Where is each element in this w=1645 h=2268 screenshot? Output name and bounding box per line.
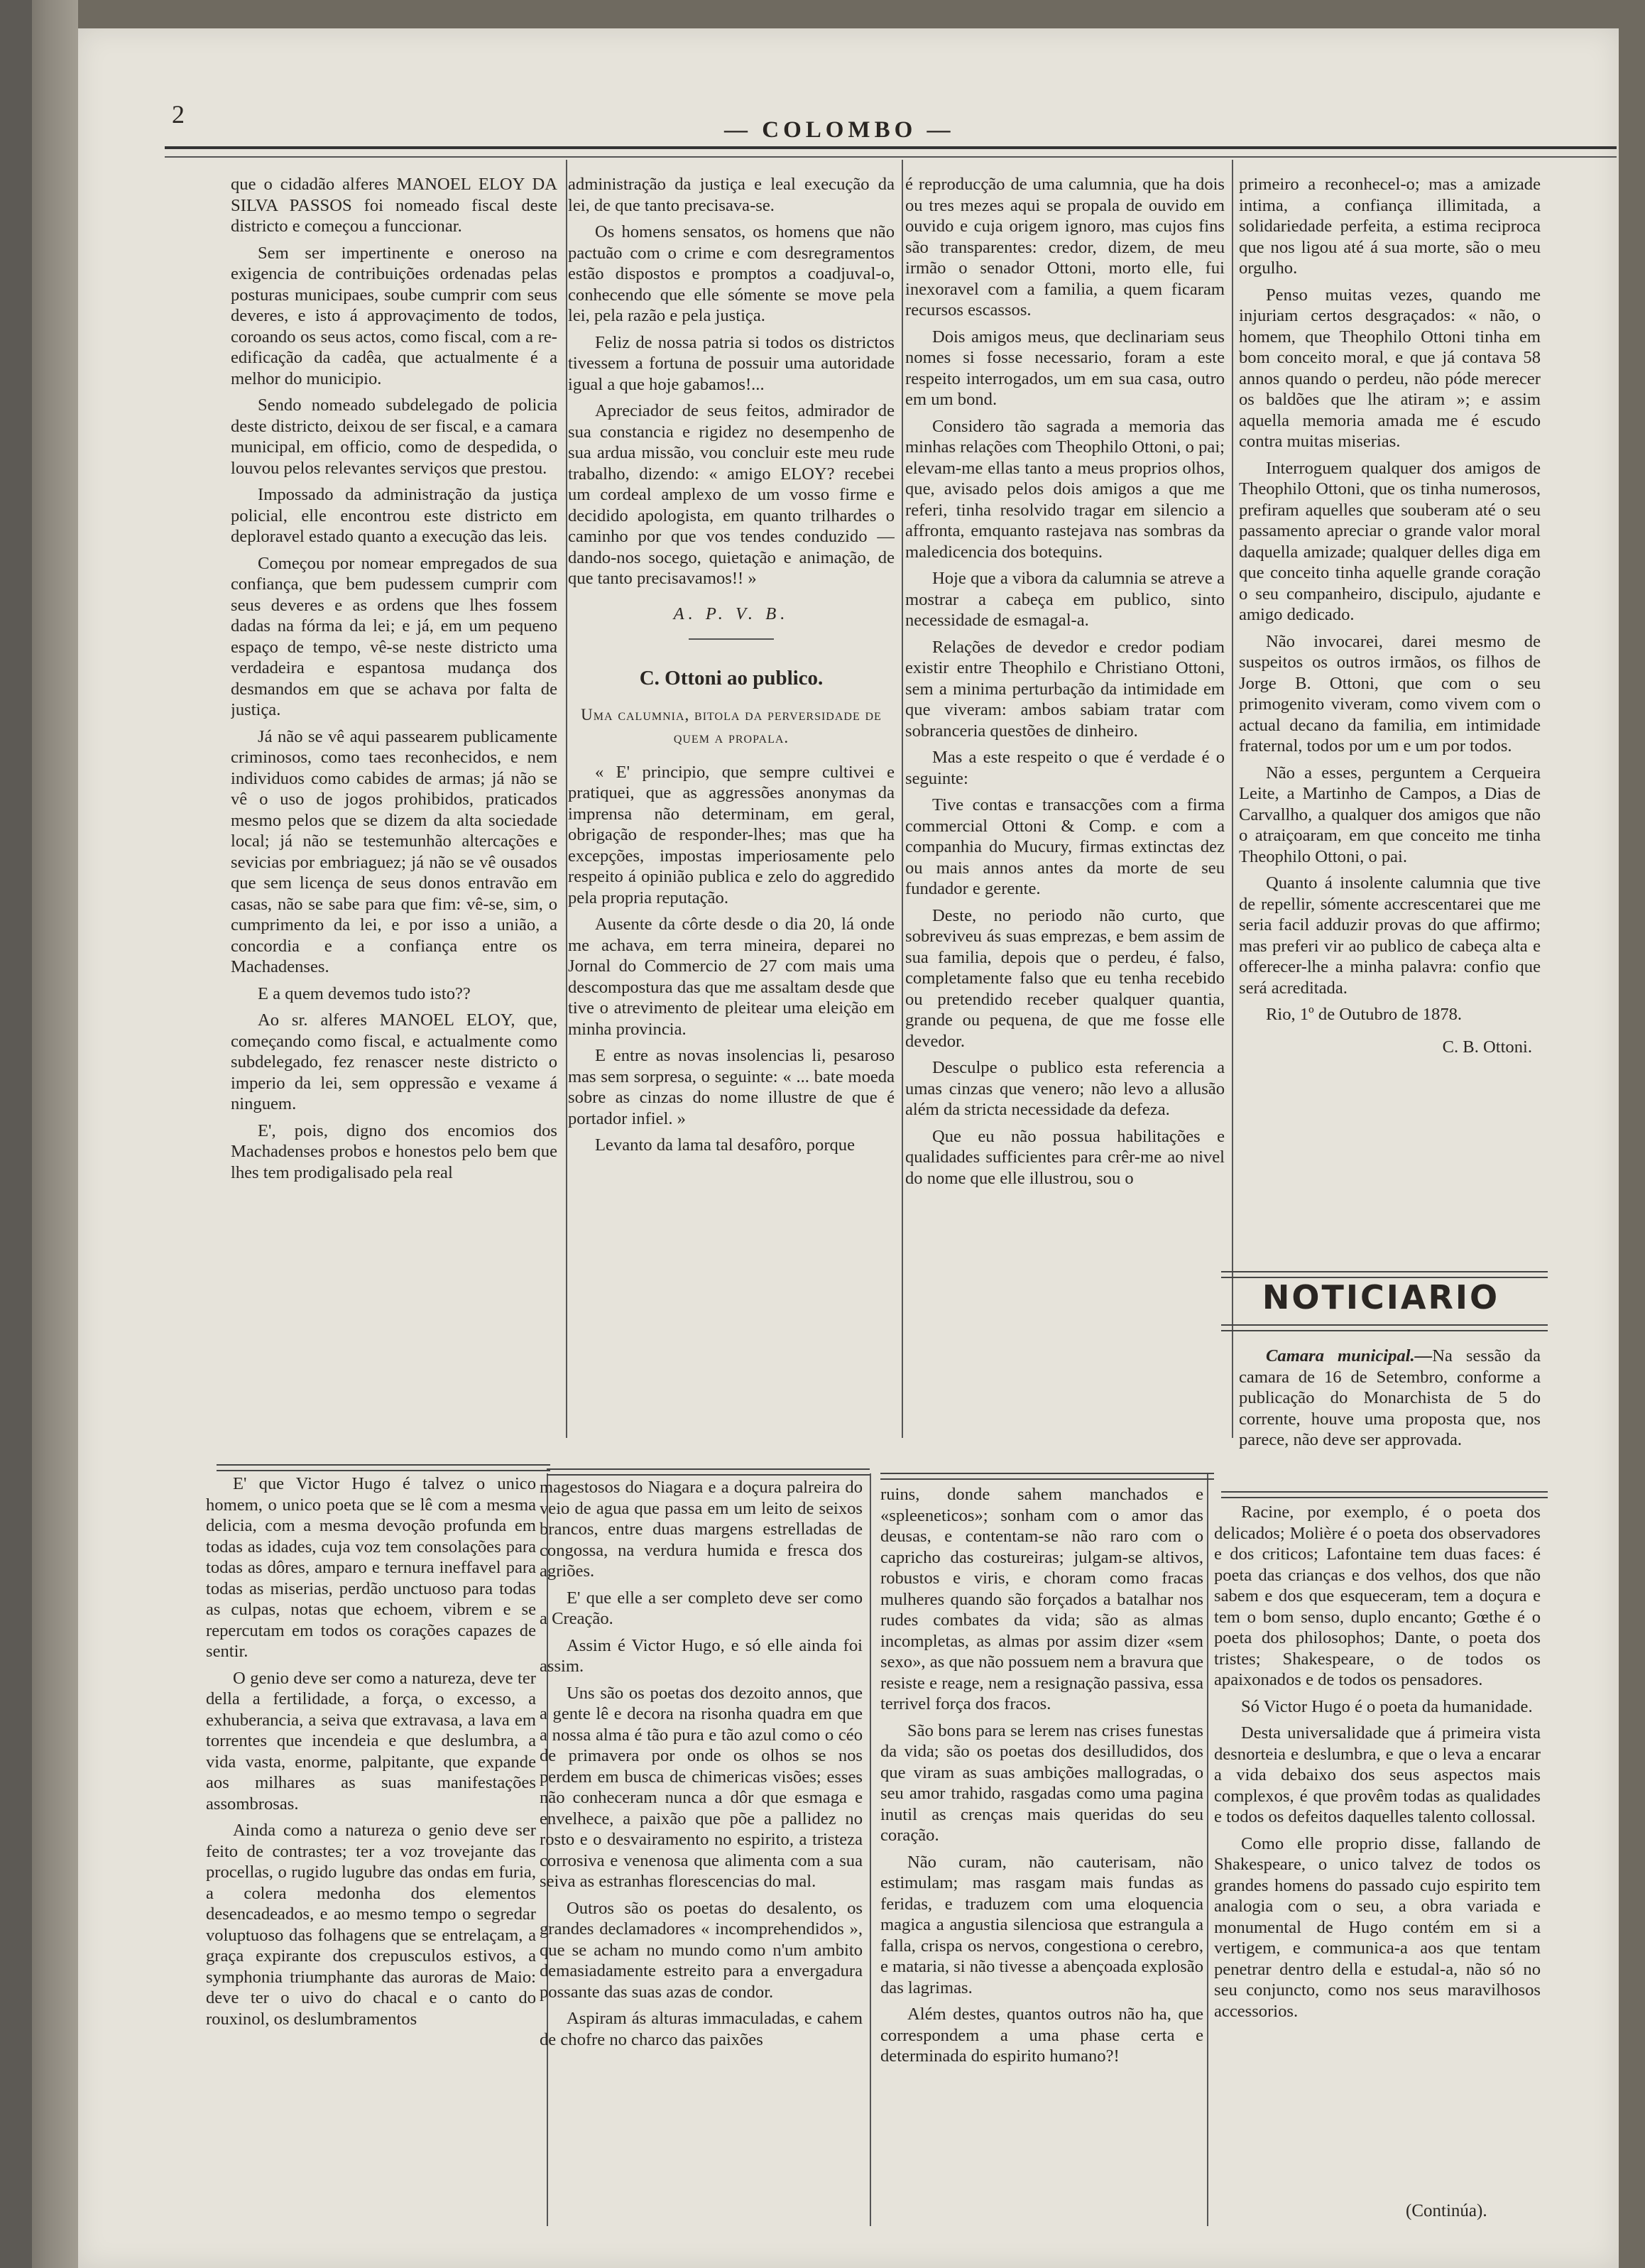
paragraph: Penso muitas vezes, quando me injuriam certos desgraçados: « não, o homem, que Theophilo Ottoni tinha em bom conceito moral, e que já contava 58 annos quando o perdeu, não póde merecer os baldões que lhe atiram »; e assim aquella memoria amada me é escudo contra muitas miserias. (1239, 285, 1541, 451)
signature-ottoni: C. B. Ottoni. (1442, 1037, 1532, 1057)
paragraph: Deste, no periodo não curto, que sobreviveu ás suas emprezas, e bem assim de sua familia, depois que o perdeu, é falso, completamente falso que eu tenha recebido ou pretendido receber qualquer quantia, grande ou pequena, de que me fosse elle devedor. (905, 905, 1225, 1051)
paragraph: Relações de devedor e credor podiam existir entre Theophilo e Christiano Ottoni, sem a minima perturbação da intimidade em que viveram: ambos sabiam tratar com sobranceria questões de dinheiro. (905, 637, 1225, 741)
paragraph: Começou por nomear empregados de sua confiança, que bem pudessem cumprir com seus deveres e as ordens que lhes fossem dadas na fórma da lei; e já, em um pequeno espaço de tempo, vê-se neste districto uma verdadeira e espantosa mudança dos desmandos em que se achava por falta de justiça. (231, 553, 557, 719)
paragraph: Desta universalidade que á primeira vista desnorteia e deslumbra, e que o leva a encarar a vida debaixo dos seus aspectos mais complexos, é que provêm todas as qualidades e todos os defeitos daquelles talento collossal. (1214, 1723, 1541, 1826)
paragraph: ruins, donde sahem manchados e «spleeneticos»; sonham com o amor das deusas, e contentam-se não raro com o capricho das costureiras; julgam-se altivos, robustos e viris, e choram como fracas mulheres quando são forçados a batalhar nos rudes combates da vida; são as almas incompletas, as almas por assim dizer «sem sexo», as que não possuem nem a bravura que resiste e reage, nem a resignação passiva, essa terrivel força dos fracos. (880, 1485, 1203, 1713)
paragraph: Ainda como a natureza o genio deve ser feito de contrastes; ter a voz trovejante das procellas, o rugido lugubre das ondas em furia, a colera medonha dos elementos desencadeados, e ao mesmo tempo o segredar voluptuoso das folhagens que se entrelaçam, a graça expirante dos crepusculos estivos, a symphonia triumphante das auroras de Maio: deve ter o uivo do chacal e o canto do rouxinol, os deslumbramentos (206, 1821, 536, 2029)
fold-rule (217, 1464, 550, 1471)
paragraph: São bons para se lerem nas crises funestas da vida; são os poetas dos desilludidos, dos que viram as suas ambições mallogradas, o seu amor trahido, rasgadas como uma pagina inutil as crenças mais queridas do seu coração. (880, 1721, 1203, 1845)
article-heading: C. Ottoni ao publico. (639, 667, 824, 689)
column-rule (870, 1473, 871, 2226)
paragraph: E entre as novas insolencias li, pesaroso mas sem sorpresa, o seguinte: « ... bate moeda sobre as cinzas do nome illustre de que é portador infiel. » (568, 1046, 895, 1128)
paragraph: Feliz de nossa patria si todos os districtos tivessem a fortuna de possuir uma autoridade igual a que hoje gabamos!... (568, 332, 895, 394)
column-rule (566, 160, 567, 1438)
paragraph: Levanto da lama tal desafôro, porque (595, 1135, 856, 1155)
paragraph: Assim é Victor Hugo, e só elle ainda foi assim. (540, 1635, 863, 1676)
dateline: Rio, 1º de Outubro de 1878. (1266, 1005, 1463, 1024)
top-column-4 (1239, 174, 1541, 1260)
paragraph: Racine, por exemplo, é o poeta dos delicados; Molière é o poeta dos observadores e dos criticos; Lafontaine tem duas faces: é poeta das crianças e dos velhos, dos que não sabem e dos que esqueceram, tem a doçura e tem o bom senso, duplo encanto; Gœthe é o poeta dos philosophos; Dante, o poeta dos tristes; Shakespeare, o de todos os apaixonados e de todos os pensadores. (1214, 1503, 1541, 1689)
column-rule (1207, 1473, 1208, 2226)
masthead: — COLOMBO — (724, 117, 955, 143)
page-number: 2 (172, 100, 185, 129)
top-column-1 (231, 174, 557, 1459)
paragraph: E' que elle a ser completo deve ser como a Creação. (540, 1588, 863, 1628)
noticiario-rule-bottom (1221, 1324, 1548, 1331)
column-rule (1232, 160, 1233, 1438)
paragraph: Outros são os poetas do desalento, os grandes declamadores « incomprehendidos », que se acham no mundo como n'um ambito demasiadamente estreito para a envergadura possante das suas azas de condor. (540, 1898, 863, 2002)
paragraph: Uns são os poetas dos dezoito annos, que a gente lê e decora na risonha quadra em que a nossa alma é tão pura e tão azul como o céo de primavera por onde os olhos se nos perdem em busca de chimericas visões; esses não conheceram nunca a dôr que esmaga e envelhece, a paixão que põe a pallidez no rosto e o desvairamento no espirito, a tristeza corrosiva e venenosa que alimenta com a sua seiva as estranhas florescencias do mal. (540, 1683, 863, 1891)
column-rule (902, 160, 903, 1438)
paragraph: Mas a este respeito o que é verdade é o seguinte: (905, 748, 1225, 788)
paragraph: administração da justiça e leal execução da lei, de que tanto precisava-se. (568, 175, 895, 215)
book-spine (0, 0, 78, 2268)
continua-note: (Continúa). (1406, 2201, 1487, 2220)
paragraph: Como elle proprio disse, fallando de Shakespeare, o unico talvez de todos os grandes homens do passado cujo espirito tem analogia com o seu, a obra variada e monumental de Hugo contém em si a vertigem, e communica-a aos que tentam penetrar dentro della e estudal-a, não só no seu conjuncto, como nos seus maravilhosos accessorios. (1214, 1833, 1541, 2021)
bottom-column-3 (880, 1484, 1203, 2237)
paragraph: Que eu não possua habilitações e qualidades sufficientes para crêr-me ao nivel do nome que elle illustrou, sou o (905, 1126, 1225, 1188)
paragraph: Os homens sensatos, os homens que não pactuão com o crime e com desregramentos estão dispostos e promptos a coadjuval-o, conhecendo que elle sómente se move pela lei, pela razão e pela justiça. (568, 222, 895, 325)
binding-tape (0, 0, 32, 2268)
paragraph: E' que Victor Hugo é talvez o unico homem, o unico poeta que se lê com a mesma delicia, com a mesma devoção profunda em todas as idades, cuja voz tem consolações para todas as dôres, amparo e ternura ineffavel para todas as miserias, perdão unctuoso para todas as culpas, notas que echoem, vibrem e se repercutam em todos os corações capazes de sentir. (206, 1474, 536, 1661)
top-column-3 (905, 174, 1225, 1459)
paragraph: O genio deve ser como a natureza, deve ter della a fertilidade, a força, o excesso, a exhuberancia, a seiva que extravasa, a lava em torrentes que incendeia e que deslumbra, a vida vasta, enorme, palpitante, que expande aos milhares as suas manifestações assombrosas. (206, 1668, 536, 1814)
paragraph: Quanto á insolente calumnia que tive de repellir, sómente accrescentarei que me seria facil adduzir provas do que affirmo; mas preferi vir ao publico de cabeça alta e offerecer-lhe a minha palavra: confio que será acreditada. (1239, 873, 1541, 998)
paragraph: Impossado da administração da justiça policial, elle encontrou este districto em deploravel estado quanto a execução das leis. (231, 485, 557, 546)
paragraph: magestosos do Niagara e a doçura palreira do veio de agua que passa em um leito de seixos brancos, entre duas margens estrelladas de congossa, na verdura humida e fresca dos agriões. (540, 1478, 863, 1581)
paragraph: « E' principio, que sempre cultivei e pratiquei, que as aggressões anonymas da imprensa não determinam, em geral, obrigação de responder-lhes; mas que ha excepções, impostas imperiosamente pelo respeito á opinião publica e zelo do aggredido pela propria reputação. (568, 762, 895, 907)
camara-notice (1239, 1346, 1541, 1473)
paragraph: Sem ser impertinente e oneroso na exigencia de contribuições ordenadas pelas posturas municipaes, soube cumprir com seus deveres, e isto á approvaçimento de todos, coroando os seus actos, como fiscal, com a re-edificação da cadêa, que actualmente é a melhor do municipio. (231, 243, 557, 388)
noticiario-rule-top (1221, 1271, 1548, 1278)
paragraph: Não curam, não cauterisam, não estimulam; mas rasgam mais fundas as feridas, e traduzem com uma eloquencia magica a angustia silenciosa que estrangula a falla, crispa os nervos, congestiona o cerebro, e mataria, si não tivesse a abençoada explosão das lagrimas. (880, 1852, 1203, 1997)
paragraph: Apreciador de seus feitos, admirador de sua constancia e rigidez no desempenho de sua ardua missão, vou concluir este meu rude trabalho, dizendo: « amigo ELOY? recebei um cordeal amplexo de um vosso firme e decidido apologista, em quanto trilhardes o caminho por que vos tendes conduzido — dando-nos socego, quietação e animação, de que tanto precisavamos!! » (568, 401, 895, 588)
paragraph: Interroguem qualquer dos amigos de Theophilo Ottoni, que os tinha numerosos, prefiram aquelles que souberam até o seu passamento apreciar o grande valor moral daquella amizade; qualquer delles diga em que conceito tinha aquelle grande coração o seu companheiro, discipulo, ajudante e amigo dedicado. (1239, 458, 1541, 624)
paragraph: E a quem devemos tudo isto?? (258, 983, 471, 1003)
fold-rule (880, 1473, 1214, 1480)
paragraph: Além destes, quantos outros não ha, que correspondem a uma phase certa e determinada do espirito humano?! (880, 2005, 1203, 2066)
paragraph: que o cidadão alferes MANOEL ELOY DA SILVA PASSOS foi nomeado fiscal deste districto e começou a funccionar. (231, 175, 557, 236)
paragraph: Aspiram ás alturas immaculadas, e cahem de chofre no charco das paixões (540, 2009, 863, 2049)
top-column-2 (568, 174, 895, 1459)
paragraph: Considero tão sagrada a memoria das minhas relações com Theophilo Ottoni, o pai; elevam-me ellas tanto a meus proprios olhos, que, avisado pelos dois amigos a que me referi, tinha resolvido tragar em silencio a affronta, emquanto rastejava nas sombras da maledicencia dos botequins. (905, 416, 1225, 562)
signature-apvb: A. P. V. B. (673, 604, 789, 623)
camara-text: Na sessão da camara de 16 de Setembro, conforme a publicação do Monarchista de 5 do corrente, houve uma proposta que, nos parece, não deve ser approvada. (1239, 1346, 1541, 1449)
paragraph: Não a esses, perguntem a Cerqueira Leite, a Martinho de Campos, a Dias de Carvallho, a qualquer dos amigos que não o atraiçoaram, em que conceito me tinha Theophilo Ottoni, o pai. (1239, 763, 1541, 866)
camara-runin: Camara municipal.— (1266, 1346, 1433, 1365)
paragraph: Ausente da côrte desde o dia 20, lá onde me achava, em terra mineira, deparei no Jornal do Commercio de 27 com mais uma descompostura das que me assaltam desde que tive o atrevimento de pleitear uma eleição em minha provincia. (568, 915, 895, 1039)
paragraph: Tive contas e transacções com a firma commercial Ottoni & Comp. e com a companhia do Mucury, firmas extinctas dez ou mais annos antes da morte de seu fundador e gerente. (905, 795, 1225, 898)
paragraph: Sendo nomeado subdelegado de policia deste districto, deixou de ser fiscal, e a camara municipal, em officio, como de despedida, o louvou pelos relevantes serviços que prestou. (231, 396, 557, 478)
paragraph: é reproducção de uma calumnia, que ha dois ou tres mezes aqui se propala de ouvido em ouvido e cuja origem ignoro, mas cujos fins são transparentes: credor, dizem, de meu irmão o senador Ottoni, morto elle, fui inexoravel com a familia, a quem ficaram recursos escassos. (905, 175, 1225, 320)
paragraph: Ao sr. alferes MANOEL ELOY, que, começando como fiscal, e actualmente como subdelegado, fez renascer neste districto o imperio da lei, sem oppressão e vexame á ninguem. (231, 1010, 557, 1113)
bottom-column-2 (540, 1477, 863, 2237)
section-divider (689, 638, 774, 640)
paragraph: Só Victor Hugo é o poeta da humanidade. (1241, 1696, 1533, 1716)
fold-rule (1221, 1491, 1548, 1498)
bottom-column-4 (1214, 1502, 1541, 2194)
masthead-rule (165, 146, 1617, 158)
bottom-column-1 (206, 1473, 536, 2233)
paragraph: Não invocarei, darei mesmo de suspeitos os outros irmãos, os filhos de Jorge B. Ottoni, que com o seu primogenito viveram, como vivem com o actual decano da familia, em intimidade fraternal, todos por um e um por todos. (1239, 631, 1541, 756)
noticiario-heading: NOTICIARIO (1262, 1278, 1500, 1316)
paragraph: Já não se vê aqui passearem publicamente criminosos, como taes reconhecidos, e nem individuos como cabides de armas; já não se vê o uso de jogos prohibidos, praticados mesmo pelos que se dizem da alta sociedade local; já não se testemunhão altercações e sevicias por embriaguez; já não se vê ousados que sem licença de seus donos entravão em casas, não se sabe para que fim: vê-se, sim, o cumprimento da lei, e por isso a união, a concordia e a confiança entre os Machadenses. (231, 726, 557, 976)
paragraph: Desculpe o publico esta referencia a umas cinzas que venero; não levo a allusão além da stricta necessidade da defeza. (905, 1058, 1225, 1119)
fold-rule (547, 1468, 870, 1476)
paragraph: Hoje que a vibora da calumnia se atreve a mostrar a cabeça em publico, sinto necessidade de esmagal-a. (905, 569, 1225, 630)
paragraph: E', pois, digno dos encomios dos Machadenses probos e honestos pelo bem que lhes tem prodigalisado pela real (231, 1121, 557, 1182)
article-subheading: Uma calumnia, bitola da perversidade de quem a propala. (581, 705, 882, 746)
paragraph: Dois amigos meus, que declinariam seus nomes si fosse necessario, foram a este respeito interrogados, um em sua casa, outro em um bond. (905, 327, 1225, 409)
paragraph: primeiro a reconhecel-o; mas a amizade intima, a confiança illimitada, a solidariedade perfeita, a estima reciproca que nos ligou até á sua morte, são o meu orgulho. (1239, 175, 1541, 278)
